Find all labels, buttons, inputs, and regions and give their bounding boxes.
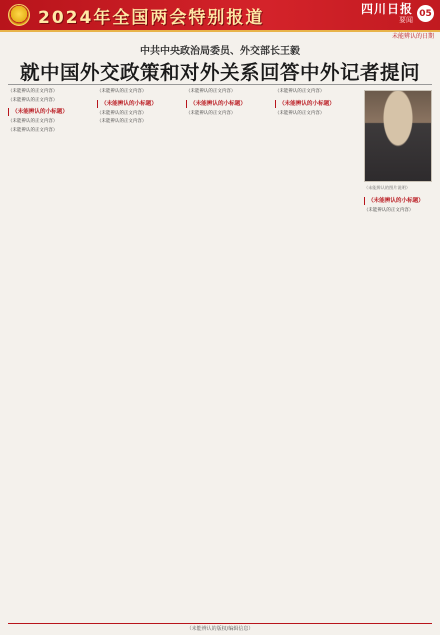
- page-footer: （未能辨认的版权/编辑信息）: [8, 623, 432, 632]
- date-line: 未能辨认的日期: [391, 33, 434, 40]
- body-paragraph: （未能辨认的正文内容）: [274, 110, 325, 116]
- article-column-2: [97, 88, 180, 624]
- section-subheading: （未能辨认的小标题）: [186, 100, 269, 108]
- page-number: 05: [417, 5, 434, 22]
- article-columns: [8, 88, 432, 624]
- body-paragraph: （未能辨认的正文内容）: [96, 110, 147, 116]
- headline-rule: [8, 84, 432, 85]
- body-paragraph: （未能辨认的正文内容）: [8, 119, 58, 125]
- body-paragraph: （未能辨认的正文内容）: [274, 89, 325, 94]
- article-column-1: [8, 88, 91, 624]
- body-paragraph: （未能辨认的正文内容）: [96, 119, 147, 125]
- article-column-5: [364, 88, 432, 624]
- body-paragraph: （未能辨认的正文内容）: [8, 97, 58, 103]
- article-column-3: [186, 88, 269, 624]
- section-subheading: （未能辨认的小标题）: [8, 108, 91, 116]
- photo-caption: （未能辨认的图片说明）: [363, 185, 411, 190]
- article-column-4: [275, 88, 358, 624]
- section-subheading: （未能辨认的小标题）: [275, 100, 358, 108]
- section-subheading: （未能辨认的小标题）: [364, 197, 432, 205]
- section-label: 要闻: [399, 16, 413, 24]
- article-headline: 就中国外交政策和对外关系回答中外记者提问: [19, 61, 420, 84]
- body-paragraph: （未能辨认的正文内容）: [8, 89, 58, 94]
- newspaper-name: 四川日报: [360, 2, 413, 16]
- body-paragraph: （未能辨认的正文内容）: [96, 89, 147, 94]
- masthead-group: [361, 3, 434, 24]
- press-conference-photo: [364, 90, 432, 182]
- body-paragraph: （未能辨认的正文内容）: [8, 127, 58, 133]
- masthead: [361, 3, 413, 24]
- section-subheading: （未能辨认的小标题）: [97, 100, 180, 108]
- banner-title: 2024年全国两会特别报道: [38, 7, 265, 28]
- body-paragraph: （未能辨认的正文内容）: [185, 89, 236, 94]
- article-kicker: 中共中央政治局委员、外交部长王毅: [140, 46, 300, 57]
- special-report-banner: [0, 0, 440, 30]
- body-paragraph: （未能辨认的正文内容）: [185, 110, 236, 116]
- national-emblem-icon: [8, 4, 30, 26]
- body-paragraph: （未能辨认的正文内容）: [363, 207, 414, 213]
- banner-underline: [0, 30, 440, 32]
